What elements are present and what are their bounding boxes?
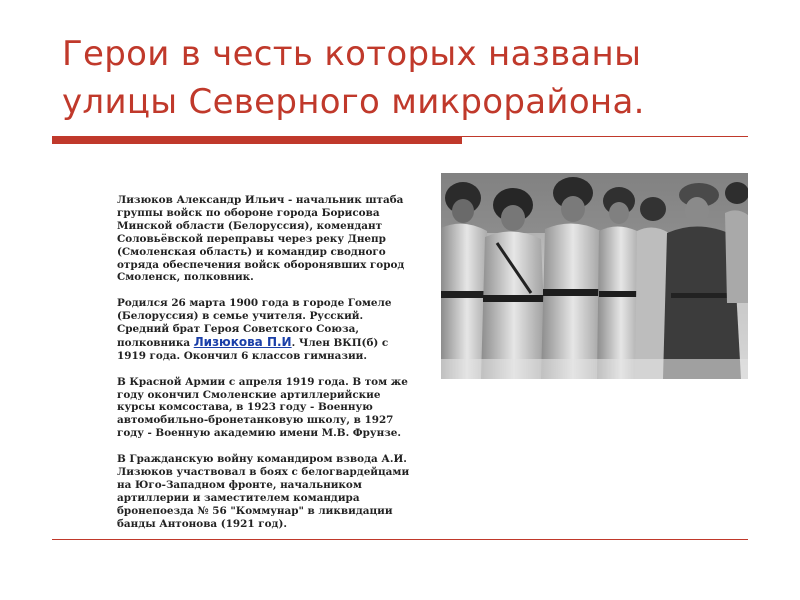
- biography-paragraph-4: В Гражданскую войну командиром взвода А.И. Лизюков участвовал в боях с белогвардейцами на Юго-Западном фронте, начальником артиллерии и заместителем командира бронепоезда № 56 "Коммунар" в ликвидации банды Антонова (1921 год).: [117, 453, 410, 530]
- biography-text: [117, 194, 417, 543]
- slide-title: [62, 30, 782, 126]
- biography-paragraph-1: Лизюков Александр Ильич - начальник штаба группы войск по обороне города Борисова Минской области (Белоруссия), комендант Соловьёвской переправы через реку Днепр (Смоленская область) и командир сводного отряда обеспечения войск оборонявших город Смоленск, полковник.: [117, 194, 405, 284]
- paragraph-2-end: . Член ВКП(б) с 1919 года. Окончил 6 классов гимназии.: [117, 336, 389, 362]
- paragraph-2-start: Родился 26 марта 1900 года в городе Гомеле (Белоруссия) в семье учителя. Русский. Средний брат Героя Советского Союза, полковника: [117, 297, 392, 349]
- title-line-2: улицы Северного микрорайона.: [62, 82, 645, 122]
- historical-photo: [441, 173, 748, 379]
- lizyukov-pi-link[interactable]: Лизюкова П.И: [193, 334, 292, 349]
- soldiers-photo-image: [441, 173, 748, 379]
- title-divider-accent: [52, 136, 462, 144]
- biography-paragraph-3: В Красной Армии с апреля 1919 года. В том же году окончил Смоленские артиллерийские курсы комсостава, в 1923 году - Военную автомобильно-бронетанковую школу, в 1927 году - Военную академию имени М.В. Фрунзе.: [117, 375, 408, 440]
- bottom-divider: [52, 539, 748, 540]
- biography-paragraph-2: [117, 297, 417, 363]
- title-line-1: Герои в честь которых названы: [62, 34, 642, 74]
